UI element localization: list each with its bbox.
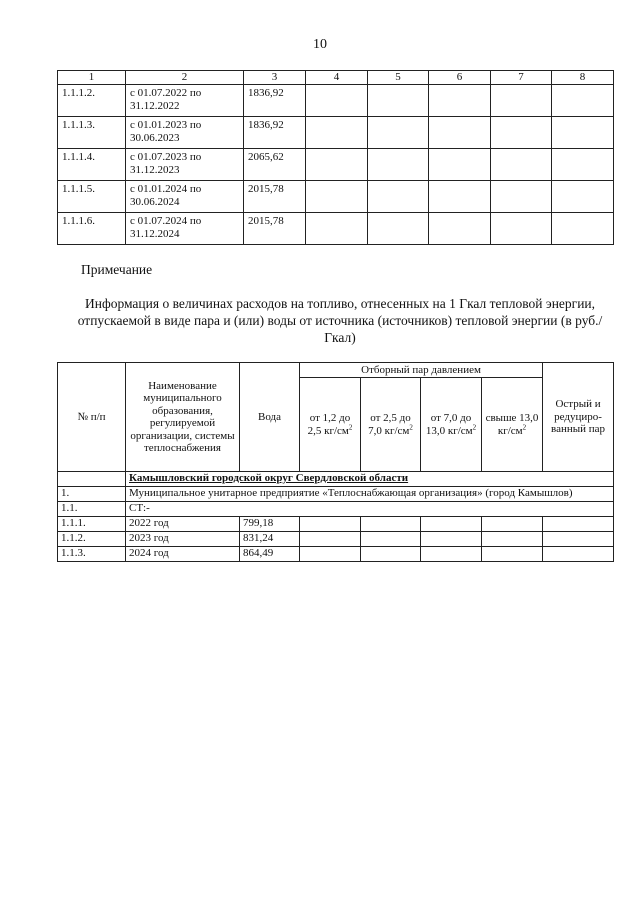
org-name: Муниципальное унитарное предприятие «Теплоснабжающая организация» (город Камышлов) [126,487,614,502]
row-value: 2015,78 [244,213,306,245]
table-row [58,532,614,547]
col-header: 4 [306,71,368,85]
row-value: 1836,92 [244,85,306,117]
row-number: 1.1.3. [58,547,126,562]
row-year: 2022 год [126,517,240,532]
system-row [58,502,614,517]
col-header: 1 [58,71,126,85]
row-period: с 01.01.2023 по 30.06.2023 [126,117,244,149]
region-name: Камышловский городской округ Свердловской области [126,472,614,487]
col-header-steam-4: свыше 13,0 $кг/см^2$ [482,378,543,472]
row-period: с 01.07.2022 по 31.12.2022 [126,85,244,117]
note-text: Информация о величинах расходов на топливо, отнесенных на 1 Гкал тепловой энергии, отпускаемой в виде пара и (или) воды от источника (источников) тепловой энергии (в руб./Гкал) [77,296,603,345]
col-header: 5 [368,71,429,85]
page-number: 10 [313,37,327,52]
col-header: 7 [491,71,552,85]
col-header-steam-1: от 1,2 до 2,5 $кг/см^2$ [300,378,361,472]
col-header-sharp-steam: Острый и редуциро-ванный пар [543,363,614,472]
table-row [58,517,614,532]
row-value: 1836,92 [244,117,306,149]
row-water-value: 864,49 [240,547,300,562]
col-header-water: Вода [240,363,300,472]
tariff-table [57,70,614,245]
col-header: 6 [429,71,491,85]
col-header-steam-group: Отборный пар давлением [300,363,543,378]
table-row [58,117,614,149]
col-header: 3 [244,71,306,85]
row-number: 1.1.1.4. [58,149,126,181]
row-value: 2065,62 [244,149,306,181]
col-header-name: Наименование муниципального образования, регулируемой организации, системы теплоснабжения [126,363,240,472]
table-row [58,85,614,117]
row-number: 1.1. [58,502,126,517]
system-name: СТ:- [126,502,614,517]
row-number: 1.1.1.3. [58,117,126,149]
table-row [58,213,614,245]
row-year: 2024 год [126,547,240,562]
table-header-row [58,71,614,85]
fuel-cost-table [57,362,614,562]
col-header-steam-3: от 7,0 до 13,0 $кг/см^2$ [421,378,482,472]
note-label: Примечание [81,262,153,277]
row-period: с 01.01.2024 по 30.06.2024 [126,181,244,213]
col-header: 2 [126,71,244,85]
table-row [58,547,614,562]
row-year: 2023 год [126,532,240,547]
col-header-steam-2: от 2,5 до 7,0 $кг/см^2$ [361,378,421,472]
org-row [58,487,614,502]
col-header: 8 [552,71,614,85]
table-row [58,181,614,213]
row-number: 1. [58,487,126,502]
row-number: 1.1.1.6. [58,213,126,245]
row-number: 1.1.1.2. [58,85,126,117]
col-header-num: № п/п [58,363,126,472]
row-period: с 01.07.2023 по 31.12.2023 [126,149,244,181]
row-number: 1.1.1. [58,517,126,532]
row-number: 1.1.2. [58,532,126,547]
row-period: с 01.07.2024 по 31.12.2024 [126,213,244,245]
table-row [58,149,614,181]
row-value: 2015,78 [244,181,306,213]
table-header-row [58,363,614,378]
row-number: 1.1.1.5. [58,181,126,213]
row-water-value: 831,24 [240,532,300,547]
row-water-value: 799,18 [240,517,300,532]
region-row [58,472,614,487]
